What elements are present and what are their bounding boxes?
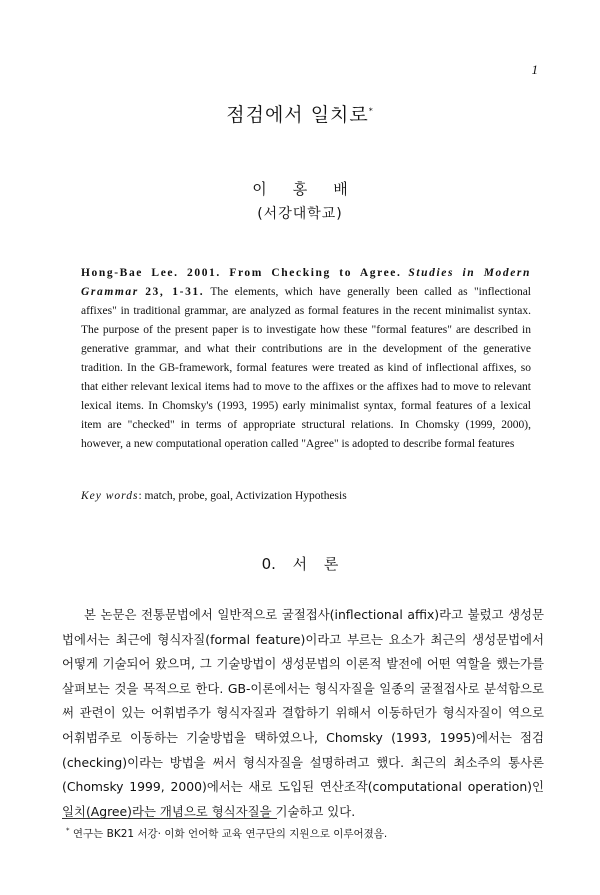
title-footnote-marker: *: [368, 106, 374, 116]
footnote-divider: [62, 818, 277, 819]
abstract-volume: 23, 1-31.: [145, 286, 205, 298]
author-affiliation: (서강대학교): [257, 206, 343, 222]
abstract-text: The elements, which have generally been called as "inflectional affixes" in traditional grammar, are analyzed as formal features in the recent minimalist syntax. The purpose of the present paper is to investigate how these "formal features" are described in generative grammar, and what their contributions are in the development of the generative tradition. In the GB-framework, formal features were treated as kind of inflectional affixes, so that either relevant lexical items had to move to the affixes or the affixes had to move to relevant lexical items. In Chomsky's (1993, 1995) early minimalist syntax, formal features of a lexical item are "checked" in terms of appropriate structural relations. In Chomsky (1999, 2000), however, a new computational operation called "Agree" is adopted to describe formal features: [81, 286, 532, 450]
footnote-text: 연구는 BK21 서강· 이화 언어학 교육 연구단의 지원으로 이루어졌음.: [72, 828, 388, 840]
paper-title-text: 점검에서 일치로: [226, 104, 369, 126]
keywords-label: Key words: [81, 490, 139, 502]
paper-title: [0, 100, 600, 127]
footnote: [66, 826, 546, 841]
author-name: 이홍배: [252, 180, 374, 198]
abstract-journal: Studies in Modern Grammar: [81, 267, 531, 298]
page-number: 1: [531, 62, 538, 77]
abstract-citation: Hong-Bae Lee. 2001. From Checking to Agree.: [81, 267, 402, 279]
abstract: [81, 264, 531, 454]
footnote-marker: *: [66, 826, 70, 835]
body-paragraph: 본 논문은 전통문법에서 일반적으로 굴절접사(inflectional affix)라고 불렀고 생성문법에서는 최근에 형식자질(formal feature)이라고 부르는 요소가 최근의 생성문법에서 어떻게 기술되어 왔으며, 그 기술방법이 생성문법의 이론적 발전에 어떤 역할을 했는가를 살펴보는 것을 목적으로 한다. GB-이론에서는 형식자질을 일종의 굴절접사로 분석함으로써 관련이 있는 어휘범주가 형식자질과 결합하기 위해서 이동하던가 형식자질이 역으로 어휘범주로 이동하는 기술방법을 택하였으나, Chomsky (1993, 1995)에서는 점검(checking)이라는 방법을 써서 형식자질을 설명하려고 했다. 최근의 최소주의 통사론 (Chomsky 1999, 2000)에서는 새로 도입된 연산조작(computational operation)인 일치(Agree)라는 개념으로 형식자질을 기술하고 있다.: [62, 607, 544, 819]
keywords: [81, 490, 531, 502]
section-heading: 0. 서 론: [261, 555, 339, 573]
keywords-text: : match, probe, goal, Activization Hypothesis: [138, 490, 347, 502]
